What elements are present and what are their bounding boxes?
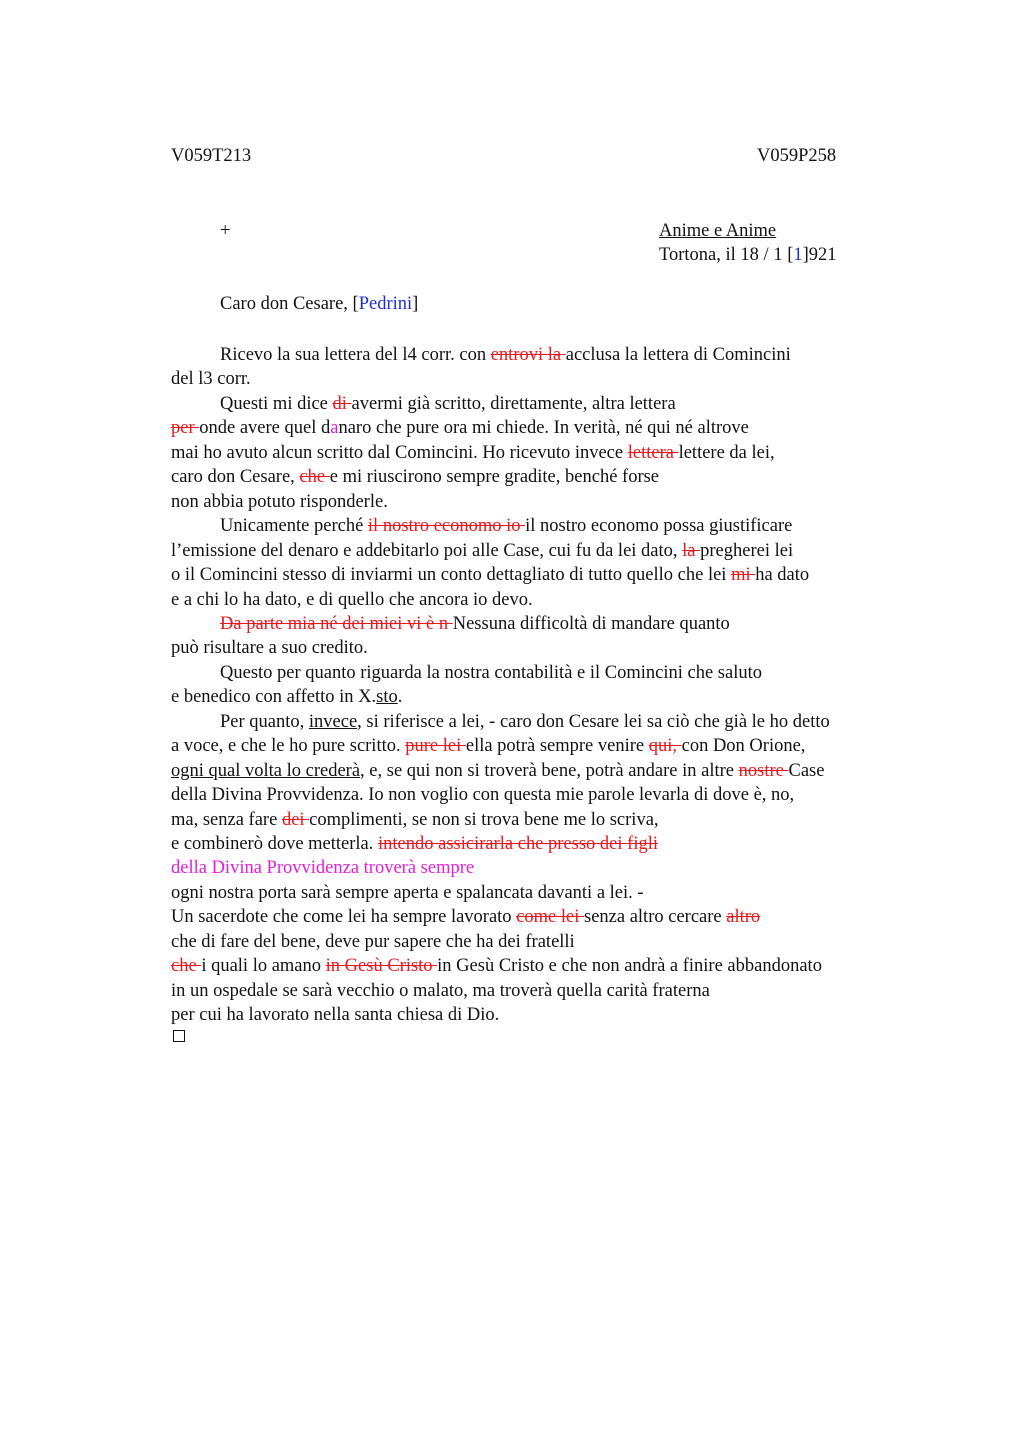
text-segment: ha dato — [755, 565, 810, 586]
date-editorial-insert: 1 — [793, 245, 803, 265]
text-segment: senza altro cercare — [584, 907, 727, 928]
text-segment: ogni nostra porta sarà sempre aperta e spalancata davanti a lei. - — [171, 882, 644, 903]
letter-line — [171, 783, 794, 807]
cross-mark: + — [220, 221, 231, 241]
end-box-mark — [173, 1030, 185, 1042]
letter-line — [171, 563, 809, 587]
deleted-text: qui, — [648, 736, 682, 757]
text-segment: acclusa la lettera di Comincini — [565, 345, 791, 365]
deleted-text: entrovi la — [490, 345, 566, 365]
letter-line — [171, 905, 760, 929]
inserted-text: della Divina Provvidenza troverà sempre — [171, 858, 475, 879]
text-segment: mai ho avuto alcun scritto dal Comincini. Ho ricevuto invece — [171, 442, 628, 463]
deleted-text: in Gesù Cristo — [325, 956, 438, 977]
place-date — [659, 245, 837, 266]
letter-line — [220, 392, 676, 416]
deleted-text: Da parte mia né dei miei vi è n — [220, 613, 453, 634]
deleted-text: dei — [281, 809, 310, 830]
text-segment: , e, se qui non si troverà bene, potrà andare in altre — [360, 760, 739, 781]
text-segment: in Gesù Cristo e che non andrà a finire abbandonato — [437, 956, 822, 977]
document-code-left: V059T213 — [171, 146, 252, 166]
deleted-text: lettera — [627, 442, 679, 463]
letter-line — [220, 612, 730, 636]
letter-line — [171, 856, 474, 880]
text-segment: Ricevo la sua lettera del l4 corr. con — [220, 345, 491, 365]
letter-line — [171, 832, 658, 856]
date-part: ]921 — [802, 245, 837, 265]
text-segment: Nessuna difficoltà di mandare quanto — [452, 613, 730, 634]
text-segment: con Don Orione, — [681, 736, 806, 757]
text-segment: ella potrà sempre venire — [465, 736, 649, 757]
letter-line — [171, 734, 805, 758]
text-segment: e combinerò dove metterla. — [171, 834, 379, 854]
text-segment: per cui ha lavorato nella santa chiesa di Dio. — [171, 1005, 500, 1026]
letter-line — [171, 881, 644, 905]
text-segment: Case — [788, 760, 825, 781]
letter-line — [220, 343, 791, 367]
text-segment: e mi riuscirono sempre gradite, benché forse — [329, 467, 660, 488]
text-segment: può risultare a suo credito. — [171, 638, 368, 659]
text-segment: del l3 corr. — [171, 369, 251, 390]
deleted-text: il nostro economo io — [367, 516, 526, 537]
letter-line — [171, 954, 822, 978]
deleted-text: pure lei — [405, 736, 466, 757]
text-segment: e a chi lo ha dato, e di quello che ancora io devo. — [171, 589, 533, 610]
letter-line — [171, 441, 775, 465]
document-code-right: V059P258 — [757, 146, 837, 166]
letter-line — [171, 539, 793, 563]
letter-line — [171, 1003, 499, 1027]
text-segment: Per quanto, — [220, 711, 309, 732]
text-segment: che di fare del bene, deve pur sapere che ha dei fratelli — [171, 931, 575, 952]
text-segment: o il Comincini stesso di inviarmi un conto dettagliato di tutto quello che lei — [171, 565, 732, 586]
salutation — [220, 294, 418, 315]
underlined-text: ogni qual volta lo crederà — [171, 760, 361, 781]
deleted-text: che — [299, 467, 330, 488]
letter-line — [171, 979, 710, 1003]
text-segment: avermi già scritto, direttamente, altra lettera — [351, 393, 676, 414]
text-segment: pregherei lei — [700, 540, 794, 561]
letter-line — [171, 808, 659, 832]
letter-line — [220, 661, 762, 685]
deleted-text: mi — [731, 565, 756, 586]
date-part: Tortona, il 18 / 1 [ — [659, 245, 794, 265]
text-segment: Unicamente perché — [220, 516, 368, 537]
text-segment: lettere da lei, — [678, 442, 775, 463]
deleted-text: la — [682, 540, 701, 561]
text-segment: Questo per quanto riguarda la nostra contabilità e il Comincini che saluto — [220, 662, 763, 683]
deleted-text: intendo assicirarla che presso dei figli — [378, 834, 658, 854]
letter-line — [171, 416, 749, 440]
letter-line — [171, 685, 402, 709]
text-segment: , si riferisce a lei, - caro don Cesare lei sa ciò che già le ho detto — [357, 711, 830, 732]
letter-line — [171, 759, 824, 783]
underlined-text: sto — [376, 687, 398, 708]
text-segment: in un ospedale se sarà vecchio o malato, ma troverà quella carità fraterna — [171, 980, 710, 1001]
deleted-text: per — [171, 418, 200, 439]
letter-line — [220, 514, 792, 538]
text-segment: caro don Cesare, — [171, 467, 300, 488]
text-segment: e benedico con affetto in X. — [171, 687, 377, 708]
letter-line — [171, 636, 368, 660]
text-segment: il nostro economo possa giustificare — [525, 516, 793, 537]
inserted-text: a — [330, 418, 339, 439]
letter-line — [220, 710, 830, 734]
salutation-close: ] — [412, 294, 419, 314]
text-segment: . — [397, 687, 403, 708]
text-segment: complimenti, se non si trova bene me lo scriva, — [309, 809, 659, 830]
editorial-name: Pedrini — [358, 294, 413, 314]
letter-line — [171, 490, 388, 514]
letter-line — [171, 588, 533, 612]
text-segment: Questi mi dice — [220, 393, 333, 414]
text-segment: ma, senza fare — [171, 809, 282, 830]
letter-line — [171, 465, 659, 489]
text-segment: l’emissione del denaro e addebitarlo poi alle Case, cui fu da lei dato, — [171, 540, 683, 561]
letter-line — [171, 930, 575, 954]
deleted-text: altro — [726, 907, 761, 928]
salutation-text: Caro don Cesare, [ — [220, 294, 359, 314]
deleted-text: che — [171, 956, 202, 977]
deleted-text: come lei — [516, 907, 584, 928]
letter-line — [171, 367, 251, 391]
deleted-text: nostre — [738, 760, 789, 781]
text-segment: della Divina Provvidenza. Io non voglio con questa mie parole levarla di dove è, no, — [171, 785, 795, 806]
text-segment: non abbia potuto risponderle. — [171, 491, 388, 512]
text-segment: Un sacerdote che come lei ha sempre lavorato — [171, 907, 517, 928]
text-segment: i quali lo amano — [201, 956, 326, 977]
underlined-text: invece — [308, 711, 358, 732]
text-segment: naro che pure ora mi chiede. In verità, né qui né altrove — [338, 418, 749, 439]
text-segment: a voce, e che le ho pure scritto. — [171, 736, 406, 757]
deleted-text: di — [332, 393, 352, 414]
motto: Anime e Anime — [659, 221, 777, 241]
text-segment: onde avere quel d — [199, 418, 331, 439]
